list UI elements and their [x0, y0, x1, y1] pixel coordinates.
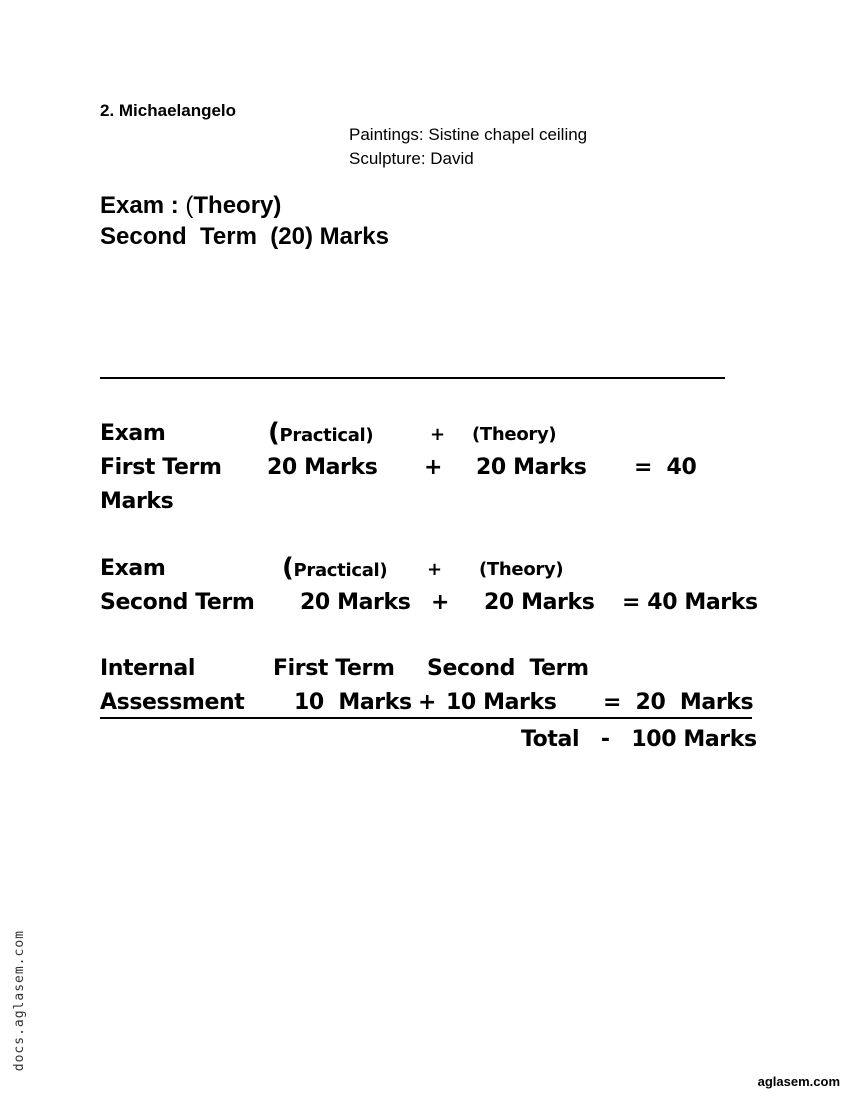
first-practical-header [268, 418, 373, 448]
artist-heading: 2. Michaelangelo [100, 101, 237, 120]
first-plus-header: + [430, 424, 445, 445]
first-practical-paren: ( [268, 418, 280, 448]
second-term-theory-marks: Second Term (20) Marks [100, 223, 389, 250]
second-plus: + [431, 590, 450, 615]
first-exam-label: Exam [100, 421, 166, 446]
second-total: = 40 Marks [622, 590, 758, 615]
sculpture-line: Sculpture: David [349, 149, 474, 168]
second-theory-marks: 20 Marks [484, 590, 595, 615]
second-term-label: Second Term [100, 590, 255, 615]
first-total-unit: Marks [100, 489, 174, 514]
second-practical-marks: 20 Marks [300, 590, 411, 615]
internal-first-marks: 10 Marks [294, 690, 412, 715]
exam-theory-prefix: Exam : [100, 192, 186, 219]
internal-plus: + [418, 690, 437, 715]
first-plus: + [424, 455, 443, 480]
first-practical-label: Practical) [279, 425, 374, 446]
exam-theory-heading [100, 192, 281, 220]
first-theory-marks: 20 Marks [476, 455, 587, 480]
internal-first-term-header: First Term [273, 656, 395, 681]
paintings-line: Paintings: Sistine chapel ceiling [349, 125, 588, 144]
second-practical-paren: ( [282, 553, 294, 583]
footer-watermark: aglasem.com [757, 1074, 840, 1089]
first-total: = 40 [634, 455, 697, 480]
second-theory-header: (Theory) [479, 559, 564, 580]
internal-second-term-header: Second Term [427, 656, 589, 681]
second-exam-label: Exam [100, 556, 166, 581]
internal-total: = 20 Marks [603, 690, 754, 715]
section-divider [100, 377, 725, 379]
first-term-label: First Term [100, 455, 222, 480]
second-practical-label: Practical) [293, 560, 388, 581]
internal-second-marks: 10 Marks [446, 690, 557, 715]
grand-total: Total - 100 Marks [521, 727, 757, 752]
assessment-label: Assessment [100, 690, 245, 715]
total-rule [100, 717, 752, 719]
internal-label: Internal [100, 656, 195, 681]
side-watermark: docs.aglasem.com [12, 930, 27, 1072]
exam-theory-paren: ( [185, 192, 194, 219]
second-plus-header: + [427, 559, 442, 580]
second-practical-header [282, 553, 387, 583]
exam-theory-rest: Theory) [193, 192, 282, 219]
first-theory-header: (Theory) [472, 424, 557, 445]
first-practical-marks: 20 Marks [267, 455, 378, 480]
